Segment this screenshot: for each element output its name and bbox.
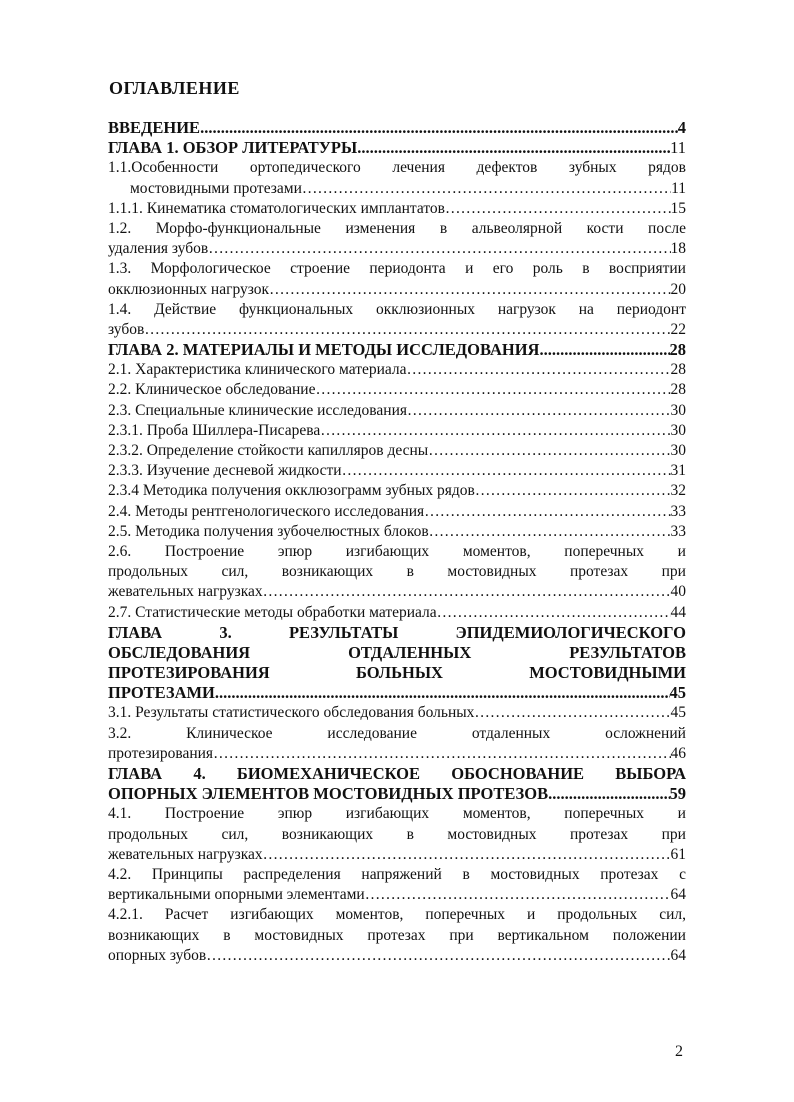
toc-entry[interactable] — [108, 865, 686, 905]
toc-entry-text: 2.3.3. Изучение десневой жидкости — [108, 462, 342, 480]
dot-leader — [342, 461, 671, 481]
dot-leader — [263, 582, 671, 602]
toc-entry-text: 4.1. Построение эпюр изгибающих моментов, поперечных и — [108, 805, 686, 823]
dot-leader — [357, 138, 670, 158]
toc-page-number: 33 — [670, 502, 686, 520]
toc-entry-text: ОБСЛЕДОВАНИЯ ОТДАЛЕННЫХ РЕЗУЛЬТАТОВ — [108, 642, 686, 662]
toc-page-number: 46 — [670, 744, 686, 762]
toc-page-number: 33 — [670, 522, 686, 540]
toc-page-number: 64 — [670, 886, 686, 904]
toc-entry[interactable] — [108, 138, 686, 158]
page-title: ОГЛАВЛЕНИЕ — [109, 78, 240, 98]
toc-entry-text: 1.3. Морфологическое строение периодонта и его роль в восприятии — [108, 260, 686, 278]
toc-entry[interactable] — [108, 441, 686, 461]
toc-entry-text: зубов — [108, 320, 145, 338]
toc-page-number: 20 — [670, 280, 686, 298]
dot-leader — [320, 421, 670, 441]
toc-entry-text: 1.2. Морфо-функциональные изменения в альвеолярной кости после — [108, 219, 686, 237]
dot-leader — [263, 845, 671, 865]
toc-page-number: 28 — [669, 340, 686, 360]
toc-entry-text: 1.1.Особенности ортопедического лечения дефектов зубных рядов — [108, 159, 686, 177]
toc-entry[interactable] — [108, 401, 686, 421]
toc-entry-text: 2.3.4 Методика получения окклюзограмм зубных рядов — [108, 482, 475, 500]
toc-page-number: 64 — [670, 946, 686, 964]
toc-entry-text: 2.7. Статистические методы обработки материала — [108, 603, 437, 621]
toc-entry[interactable] — [108, 481, 686, 501]
toc-entry-text: окклюзионных нагрузок — [108, 280, 270, 298]
toc-page-number: 28 — [670, 361, 686, 379]
dot-leader — [475, 481, 671, 501]
toc-entry-text: ВВЕДЕНИЕ — [108, 118, 201, 137]
dot-leader — [200, 118, 678, 138]
toc-entry[interactable] — [108, 502, 686, 522]
toc-entry-text: 2.5. Методика получения зубочелюстных блоков — [108, 522, 429, 540]
dot-leader — [269, 280, 670, 300]
toc-page-number: 15 — [670, 199, 686, 217]
toc-entry-text: 3.2. Клиническое исследование отдаленных осложнений — [108, 724, 686, 742]
dot-leader — [215, 683, 670, 703]
toc-entry-text: ГЛАВА 4. БИОМЕХАНИЧЕСКОЕ ОБОСНОВАНИЕ ВЫБОРА — [108, 764, 686, 783]
toc-entry-text: 1.1.1. Кинематика стоматологических имплантатов — [108, 199, 445, 217]
toc-page-number: 44 — [670, 603, 686, 621]
toc-entry[interactable] — [108, 219, 686, 259]
toc-entry[interactable] — [108, 522, 686, 542]
dot-leader — [548, 784, 669, 804]
toc-page-number: 4 — [677, 118, 686, 137]
dot-leader — [208, 239, 670, 259]
toc-page-number: 45 — [669, 683, 686, 703]
toc-page-number: 32 — [670, 482, 686, 500]
dot-leader — [445, 199, 671, 219]
dot-leader — [428, 441, 670, 461]
toc-entry[interactable] — [108, 724, 686, 764]
toc-entry[interactable] — [108, 118, 686, 138]
toc-page-number: 40 — [670, 583, 686, 601]
toc-entry-text: 2.6. Построение эпюр изгибающих моментов, поперечных и — [108, 542, 686, 560]
dot-leader — [429, 522, 671, 542]
toc-entry-text: 2.2. Клиническое обследование — [108, 381, 316, 399]
toc-entry[interactable] — [108, 340, 686, 360]
toc-entry[interactable] — [108, 905, 686, 966]
toc-entry-text: 3.1. Результаты статистического обследования больных — [108, 704, 475, 722]
toc-entry[interactable] — [108, 764, 686, 804]
toc-entry-text: 2.4. Методы рентгенологического исследования — [108, 502, 425, 520]
dot-leader — [316, 380, 671, 400]
toc-entry[interactable] — [108, 421, 686, 441]
toc-page-number: 18 — [670, 240, 686, 258]
toc-entry-text: 4.2. Принципы распределения напряжений в мостовидных протезах с — [108, 865, 686, 883]
toc-entry[interactable] — [108, 623, 686, 704]
toc-entry[interactable] — [108, 380, 686, 400]
toc-page-number: 31 — [670, 462, 686, 480]
dot-leader — [365, 885, 671, 905]
toc-entry-text: жевательных нагрузках — [108, 845, 263, 863]
dot-leader — [424, 502, 670, 522]
toc-page-number: 11 — [671, 179, 686, 197]
toc-entry[interactable] — [108, 461, 686, 481]
toc-entry[interactable] — [108, 300, 686, 340]
toc-entry[interactable] — [108, 360, 686, 380]
dot-leader — [437, 603, 671, 623]
toc-entry-text: ПРОТЕЗИРОВАНИЯ БОЛЬНЫХ МОСТОВИДНЫМИ — [108, 663, 686, 683]
toc-entry[interactable] — [108, 703, 686, 723]
toc-page-number: 30 — [670, 421, 686, 439]
dot-leader — [302, 179, 671, 199]
toc-entry-text: продольных сил, возникающих в мостовидных протезах при — [108, 563, 686, 581]
toc-page-number: 59 — [669, 784, 686, 804]
toc-entry-text: ГЛАВА 1. ОБЗОР ЛИТЕРАТУРЫ — [108, 138, 358, 158]
toc-entry-text: жевательных нагрузках — [108, 583, 263, 601]
toc-entry-text: протезирования — [108, 744, 214, 762]
toc-entry-text: продольных сил, возникающих в мостовидных протезах при — [108, 825, 686, 843]
toc-entry-text: ПРОТЕЗАМИ — [108, 683, 215, 703]
toc-entry-text: 2.3. Специальные клинические исследования — [108, 401, 407, 419]
toc-page-number: 30 — [670, 442, 686, 459]
toc-entry-text: возникающих в мостовидных протезах при вертикальном положении — [108, 926, 686, 944]
toc-entry[interactable] — [108, 259, 686, 299]
toc-entry-text: ГЛАВА 3. РЕЗУЛЬТАТЫ ЭПИДЕМИОЛОГИЧЕСКОГО — [108, 622, 686, 642]
toc-entry-text: 2.3.2. Определение стойкости капилляров десны — [108, 442, 429, 459]
toc-entry[interactable] — [108, 542, 686, 603]
toc-page-number: 22 — [670, 320, 686, 338]
toc-page-number: 45 — [670, 704, 686, 722]
dot-leader — [407, 360, 671, 380]
toc-entry-text: 1.4. Действие функциональных окклюзионных нагрузок на периодонт — [108, 300, 686, 318]
dot-leader — [474, 703, 670, 723]
toc-entry-text: опорных зубов — [108, 946, 207, 964]
toc-entry-text: вертикальными опорными элементами — [108, 886, 365, 904]
toc-entry[interactable] — [108, 804, 686, 865]
dot-leader — [144, 320, 670, 340]
toc-entry-text: 2.3.1. Проба Шиллера-Писарева — [108, 421, 321, 439]
dot-leader — [206, 946, 670, 966]
toc-page-number: 30 — [670, 401, 686, 419]
toc-page-number: 11 — [670, 138, 686, 158]
toc-entry-text: ГЛАВА 2. МАТЕРИАЛЫ И МЕТОДЫ ИССЛЕДОВАНИЯ — [108, 340, 540, 360]
table-of-contents — [108, 118, 686, 966]
toc-page-number: 28 — [670, 381, 686, 399]
dot-leader — [213, 744, 670, 764]
toc-entry[interactable] — [108, 199, 686, 219]
toc-entry-text: мостовидными протезами — [130, 179, 302, 197]
dot-leader — [539, 340, 669, 360]
toc-entry[interactable] — [108, 603, 686, 623]
toc-entry-text: 2.1. Характеристика клинического материала — [108, 361, 407, 379]
toc-entry-text: ОПОРНЫХ ЭЛЕМЕНТОВ МОСТОВИДНЫХ ПРОТЕЗОВ — [108, 784, 549, 804]
page-number: 2 — [675, 1043, 683, 1060]
toc-entry-text: 4.2.1. Расчет изгибающих моментов, поперечных и продольных сил, — [108, 906, 686, 924]
toc-page-number: 61 — [670, 845, 686, 863]
toc-entry[interactable] — [108, 158, 686, 198]
dot-leader — [407, 401, 671, 421]
toc-entry-text: удаления зубов — [108, 240, 209, 258]
